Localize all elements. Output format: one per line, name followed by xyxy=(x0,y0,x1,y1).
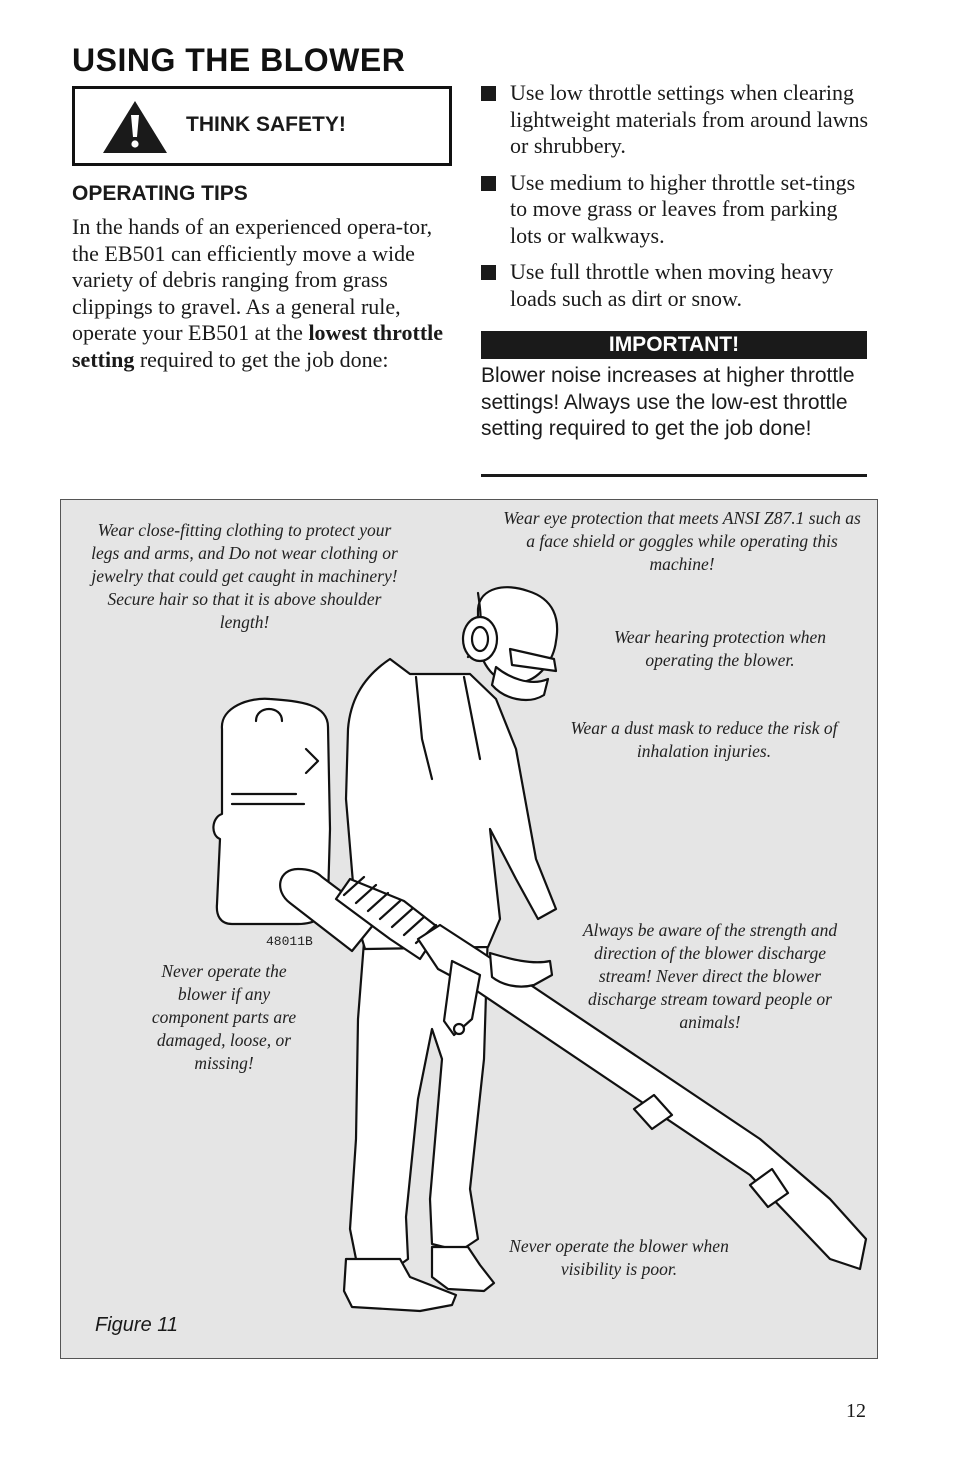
operating-tips-intro xyxy=(72,214,460,373)
important-banner: IMPORTANT! xyxy=(481,331,867,359)
operating-tips-heading: OPERATING TIPS xyxy=(72,182,248,205)
warning-triangle-icon xyxy=(101,99,169,160)
page-title: USING THE BLOWER xyxy=(72,42,406,78)
intro-emphasis: lowest throttle setting xyxy=(72,320,444,372)
list-item-text: Use medium to higher throttle set-tings to move grass or leaves from parking lots or walkways. xyxy=(510,169,856,248)
think-safety-label: THINK SAFETY! xyxy=(186,113,346,136)
throttle-tips-list xyxy=(481,80,873,322)
figure-caption: Figure 11 xyxy=(95,1314,179,1336)
discharge-stream-callout: Always be aware of the strength and direction of the blower discharge stream! Never direct the blower discharge stream toward people or animals! xyxy=(582,920,838,1032)
damaged-parts-callout: Never operate the blower if any component parts are damaged, loose, or missing! xyxy=(151,961,297,1073)
list-item-text: Use full throttle when moving heavy loads such as dirt or snow. xyxy=(510,259,834,311)
list-item xyxy=(481,80,873,160)
important-divider xyxy=(481,474,867,477)
hearing-protection-callout: Wear hearing protection when operating the blower. xyxy=(613,627,827,670)
clothing-callout: Wear close-fitting clothing to protect your legs and arms, and Do not wear clothing or jewelry that could get caught in machinery! Secure hair so that it is above shoulder length! xyxy=(91,520,398,632)
important-text: Blower noise increases at higher throttle settings! Always use the low-est throttle setting required to get the job done! xyxy=(481,364,855,440)
list-item-text: Use low throttle settings when clearing lightweight materials from around lawns or shrubbery. xyxy=(510,80,869,158)
think-safety-box xyxy=(72,86,452,166)
list-item xyxy=(481,259,873,312)
intro-text: In the hands of an experienced opera-tor, the EB501 can efficiently move a wide variety of debris ranging from grass clippings to gravel. As a general rule, operate your EB501 at the xyxy=(72,214,433,345)
eye-protection-callout: Wear eye protection that meets ANSI Z87.1 such as a face shield or goggles while operating this machine! xyxy=(503,508,861,574)
intro-text-end: required to get the job done: xyxy=(134,346,389,372)
bullet-square-icon xyxy=(481,176,496,191)
bullet-square-icon xyxy=(481,86,496,101)
visibility-callout: Never operate the blower when visibility is poor. xyxy=(509,1236,729,1279)
bullet-square-icon xyxy=(481,265,496,280)
dust-mask-callout: Wear a dust mask to reduce the risk of inhalation injuries. xyxy=(570,718,838,761)
part-number-label: 48011B xyxy=(266,934,313,949)
list-item xyxy=(481,170,873,250)
page-number: 12 xyxy=(846,1400,866,1422)
